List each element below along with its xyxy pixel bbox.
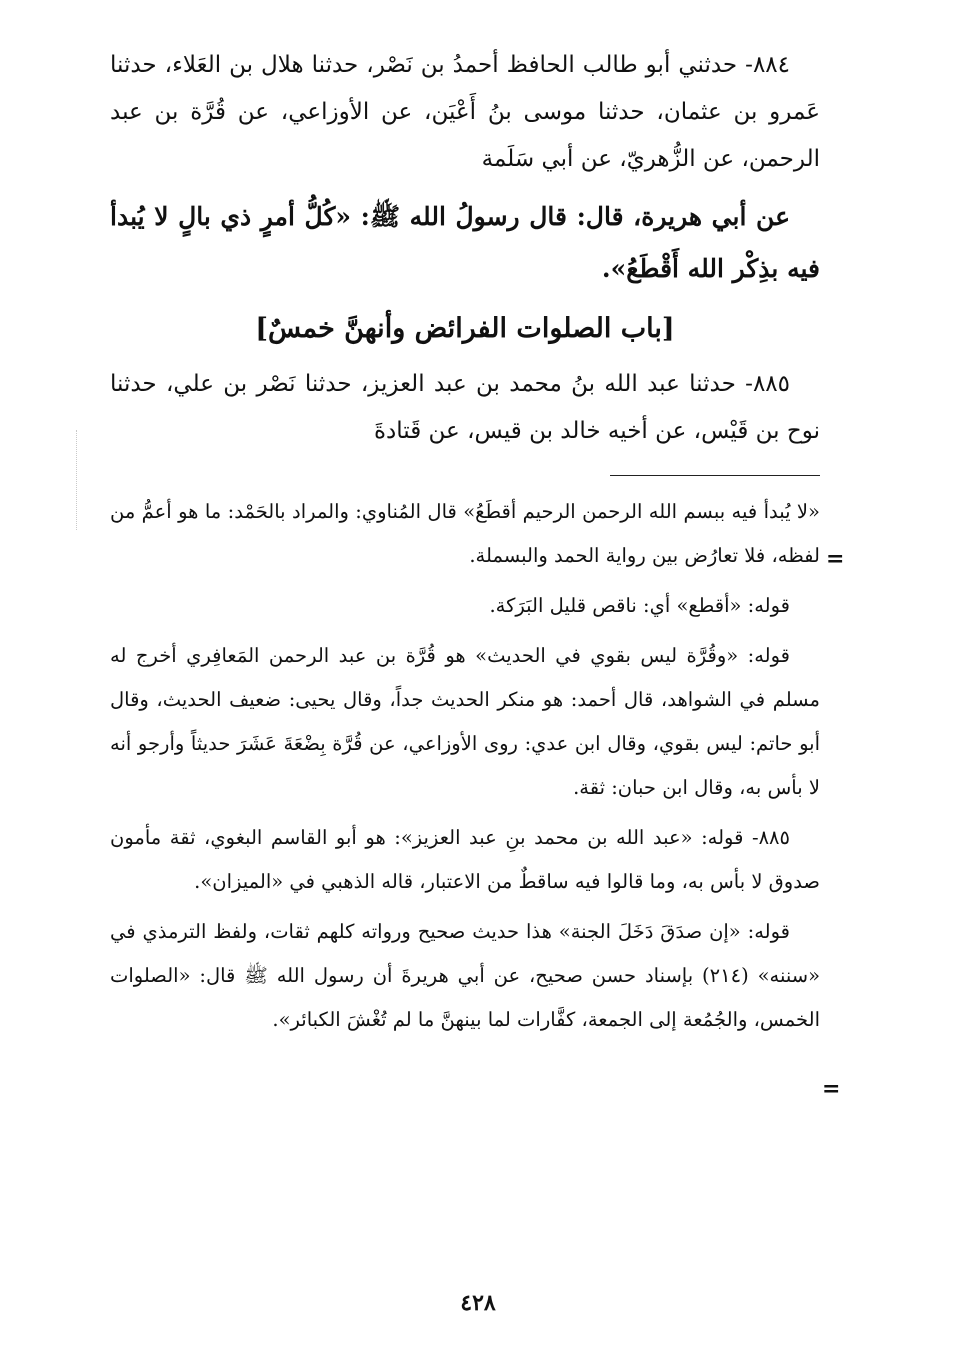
page-number: ٤٢٨ <box>460 1290 496 1316</box>
footnote-paragraph: قوله: «إن صدَقَ دَخَلَ الجنة» هذا حديث صحيح ورواته كلهم ثقات، ولفظ الترمذي في «سننه» (٢١٤) بإسناد حسن صحيح، عن أبي هريرةَ أن رسول الله ﷺ قال: «الصلوات الخمس، والجُمُعة إلى الجمعة، كفَّارات لما بينهنَّ ما لم تُغْشَ الكبائر». <box>110 920 821 1031</box>
footnotes <box>110 490 820 1042</box>
footnote-paragraph: «لا يُبدأ فيه ببسم الله الرحمن الرحيم أقطَعُ» قال المُناوي: والمراد بالحَمْد: ما هو أعمُّ من لفظه، فلا تعارُض بين رواية الحمد والبسملة. <box>110 500 820 567</box>
hadith-884-isnad: ٨٨٤- حدثني أبو طالب الحافظ أحمدُ بن نَصْر، حدثنا هلال بن العَلاء، حدثنا عَمرو بن عثمان، حدثنا موسى بنُ أَعْيَن، عن الأوزاعي، عن قُرَّة بن عبد الرحمن، عن الزُّهريّ، عن أبي سَلَمة <box>110 52 820 172</box>
footnote-paragraph: قوله: «وقُرَّة ليس بقوي في الحديث» هو قُرَّة بن عبد الرحمن المَعافِري أخرج له مسلم في الشواهد، قال أحمد: هو منكر الحديث جداً، وقال يحيى: ضعيف الحديث، وقال أبو حاتم: ليس بقوي، وقال ابن عدي: روى الأوزاعي، عن قُرَّة بِضْعَةَ عَشَرَ حديثاً وأرجو أنه لا بأس به، وقال ابن حبان: ثقة. <box>110 644 820 799</box>
footnote-divider <box>610 475 820 476</box>
chapter-title: [باب الصلوات الفرائض وأنهنَّ خمسٌ] <box>255 313 675 344</box>
footnote-paragraph: ٨٨٥- قوله: «عبد الله بن محمد بنِ عبد العزيز»: هو أبو القاسم البغوي، ثقة مأمون صدوق لا بأس به، وما قالوا فيه ساقطٌ من الاعتبار، قاله الذهبي في «الميزان». <box>110 826 820 893</box>
margin-guide <box>76 430 77 530</box>
hadith-884-matn: عن أبي هريرة، قال: قال رسولُ الله ﷺ: «كُلُّ أمرٍ ذي بالٍ لا يُبدأ فيه بذِكْر الله أَقْطَعُ». <box>110 202 820 283</box>
hadith-885-isnad: ٨٨٥- حدثنا عبد الله بنُ محمد بن عبد العزيز، حدثنا نَصْر بن علي، حدثنا نوح بن قَيْس، عن أخيه خالد بن قيس، عن قَتادةَ <box>110 371 820 444</box>
main-text <box>110 42 820 455</box>
footnote-paragraph: قوله: «أقطع» أي: ناقص قليل البَرَكة. <box>489 594 790 617</box>
document-page <box>110 42 820 1048</box>
continuation-mark-bottom: = <box>822 1076 841 1102</box>
continuation-mark-top: = <box>826 546 845 572</box>
